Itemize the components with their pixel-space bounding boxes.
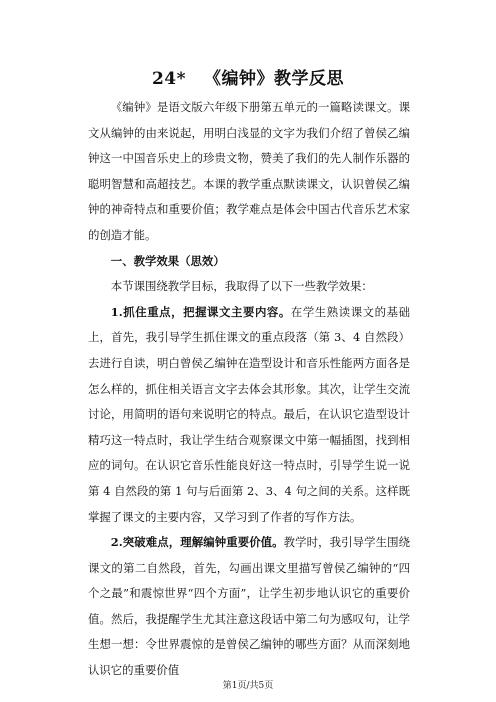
title-text: 《编钟》教学反思 <box>204 69 345 89</box>
title-number: 24* <box>151 69 187 89</box>
point-2-body: 教学时，我引导学生围绕课文的第二自然段，首先，勾画出课文里描写曾侯乙编钟的“四个之最”和震惊世界“四个方面”，让学生初步地认识它的重要价值。然后，我提醒学生尤其注意这段话中第二句为感叹句，让学生想一想：令世界震惊的是曾侯乙编钟的哪些方面？从而深刻地认识它的重要价值 <box>88 535 410 678</box>
section-heading: 一、教学效果（思效） <box>110 253 225 268</box>
document-body <box>88 95 410 684</box>
point-1-paragraph <box>88 300 410 530</box>
intro-paragraph: 《编钟》是语文版六年级下册第五单元的一篇略读课文。课文从编钟的由来说起，用明白浅显的文字为我们介绍了曾侯乙编钟这一中国音乐史上的珍贵文物，赞美了我们的先人制作乐器的聪明智慧和高超技艺。本课的教学重点默读课文，认识曾侯乙编钟的神奇特点和重要价值；教学难点是体会中国古代音乐艺术家的创造才能。 <box>88 100 410 242</box>
point-2-lead: 2.突破难点，理解编钟重要价值。 <box>110 535 284 550</box>
point-2-paragraph <box>88 530 410 684</box>
point-1-body: 在学生熟读课文的基础上，首先，我引导学生抓住课文的重点段落（第 3、4 自然段）去进行自读，明白曾侯乙编钟在造型设计和音乐性能两方面各是怎么样的，抓住相关语言文字去体会其形象。其次，让学生交流讨论，用简明的语句来说明它的特点。最后，在认识它造型设计精巧这一特点时，我让学生结合观察课文中第一幅插图，找到相应的词句。在认识它音乐性能良好这一特点时，引导学生说一说第 4 自然段的第 1 句与后面第 2、3、4 句之间的关系。这样既掌握了课文的主要内容，又学习到了作者的写作方法。 <box>88 304 410 524</box>
summary-paragraph: 本节课围绕教学目标，我取得了以下一些教学效果： <box>110 279 373 294</box>
page-footer: 第1页/共5页 <box>222 681 274 691</box>
page-title <box>0 64 496 89</box>
point-1-lead: 1.抓住重点，把握课文主要内容。 <box>110 304 291 319</box>
